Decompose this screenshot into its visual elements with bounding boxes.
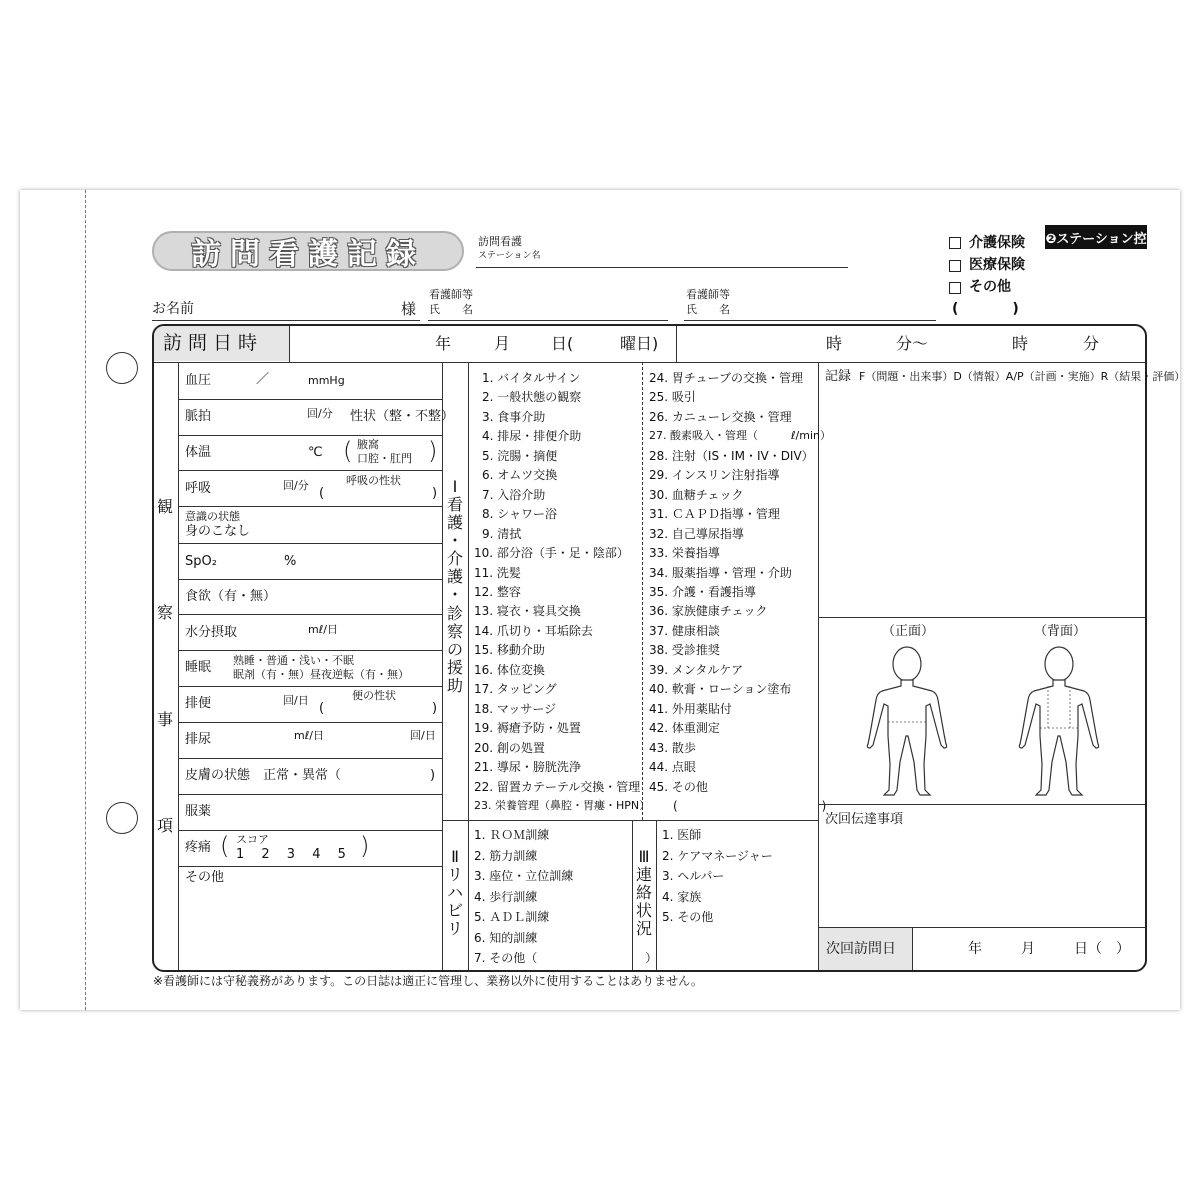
care-item: 28. 注射（IS・IM・IV・DIV） (649, 449, 814, 463)
nurse1-name-line (428, 320, 668, 321)
rehab-section-label: Ⅱ リ ハ ビ リ (446, 847, 463, 939)
care-item: 43. 散歩 (649, 741, 696, 755)
visit-hour-end: 時 (1012, 334, 1029, 353)
form-title-banner (152, 231, 464, 271)
body-front-figure-icon (860, 644, 954, 800)
bp-label: 血圧 (185, 373, 212, 388)
meds-label: 服薬 (185, 804, 212, 819)
visit-weekday: 曜日) (620, 334, 659, 353)
obs-label-2: 察 (157, 603, 174, 622)
urine-unit2: 回/日 (410, 729, 436, 742)
obs-row-line (178, 866, 442, 867)
pulse-quality: 性状（整・不整） (350, 409, 455, 424)
form-title: 訪問看護記録 (191, 237, 425, 272)
care-item: 10. 部分浴（手・足・陰部） (474, 546, 629, 560)
obs-label-4: 項 (157, 816, 174, 835)
temp-site-1: 腋窩 (357, 438, 379, 451)
care-item: 16. 体位変換 (474, 663, 545, 677)
sleep-line-2: 眠剤（有・無）昼夜逆転（有・無） (233, 668, 409, 681)
checkbox-kaigo[interactable] (949, 237, 961, 249)
checkbox-other[interactable] (949, 282, 961, 294)
resp-unit: 回/分 (283, 479, 309, 492)
care-item: 34. 服薬指導・管理・介助 (649, 566, 792, 580)
sleep-label: 睡眠 (185, 660, 212, 675)
contact-item: 2. ケアマネージャー (662, 849, 773, 863)
care-column-divider (642, 362, 643, 820)
nurse2-name-line (684, 320, 936, 321)
obs-row-line (178, 758, 442, 759)
contact-section-label: Ⅲ 連 絡 状 況 (635, 847, 652, 939)
obs-row-line (178, 470, 442, 471)
care-item: 25. 吸引 (649, 390, 696, 404)
visit-minute-start: 分～ (896, 334, 929, 353)
care-item: 4. 排尿・排便介助 (482, 429, 582, 443)
care-label-divider (468, 362, 469, 970)
stool-paren-open: ( (319, 701, 325, 716)
rehab-item: 5. ＡＤＬ訓練 (474, 910, 550, 924)
urine-unit: mℓ/日 (294, 729, 324, 742)
care-item: 11. 洗髪 (474, 566, 521, 580)
care-item: 31. ＣＡＰＤ指導・管理 (649, 507, 780, 521)
next-visit-divider (912, 927, 913, 970)
contact-item: 1. 医師 (662, 828, 702, 842)
pain-paren-open: ( (220, 832, 230, 860)
obs-label-divider (178, 362, 179, 970)
care-item: 12. 整容 (474, 585, 521, 599)
temp-label: 体温 (185, 445, 212, 460)
care-item: 37. 健康相談 (649, 624, 720, 638)
rehab-item: 3. 座位・立位訓練 (474, 869, 574, 883)
station-name-line (476, 267, 848, 268)
care-item: 15. 移動介助 (474, 643, 545, 657)
visit-divider-2 (676, 326, 677, 362)
contact-item: 3. ヘルパー (662, 869, 725, 883)
obs-right-divider (442, 362, 443, 970)
care-item: 42. 体重測定 (649, 721, 720, 735)
visit-month: 月 (494, 334, 511, 353)
care-item: 23. 栄養管理（鼻腔・胃瘻・HPN） (474, 799, 651, 812)
next-notes-label: 次回伝達事項 (825, 812, 904, 827)
spo2-unit: % (284, 554, 297, 569)
nurse1-label-2: 氏 名 (429, 303, 473, 316)
care-item: 14. 爪切り・耳垢除去 (474, 624, 593, 638)
temp-paren-close: ) (428, 437, 438, 465)
stool-label: 排便 (185, 696, 212, 711)
station-copy-badge: ❷ステーション控 (1045, 225, 1147, 249)
visit-divider-1 (289, 326, 290, 362)
care-item: 29. インスリン注射指導 (649, 468, 780, 482)
pain-label: 疼痛 (185, 840, 212, 855)
nurse2-label-1: 看護師等 (686, 288, 730, 301)
station-label-2: ステーション名 (478, 251, 541, 261)
obs-row-line (178, 794, 442, 795)
obs-row-line (178, 722, 442, 723)
care-item: 6. オムツ交換 (482, 468, 558, 482)
care-item: ( ) (673, 799, 827, 813)
care-item: 44. 点眼 (649, 760, 696, 774)
insurance-iryo: 医療保険 (969, 257, 1025, 273)
bp-slash: ／ (256, 372, 270, 387)
temp-unit: ℃ (308, 445, 323, 460)
care-item: 45. その他 (649, 780, 708, 794)
obs-row-line (178, 579, 442, 580)
patient-suffix: 様 (401, 300, 417, 318)
patient-name-line (152, 320, 420, 321)
pain-scale: 1 2 3 4 5 (236, 847, 346, 862)
visit-day: 日( (551, 334, 574, 353)
care-item: 27. 酸素吸入・管理（ ℓ/min） (649, 429, 831, 442)
record-body-divider (818, 617, 1145, 618)
obs-row-line (178, 650, 442, 651)
visit-row-bottom (154, 362, 1145, 363)
care-bottom-line (442, 820, 818, 821)
checkbox-iryo[interactable] (949, 260, 961, 272)
obs-row-line (178, 399, 442, 400)
care-item: 19. 褥瘡予防・処置 (474, 721, 581, 735)
resp-paren-open: ( (319, 486, 325, 501)
bp-unit: mmHg (308, 374, 345, 387)
insurance-other: その他 (969, 279, 1011, 295)
rehab-item: 2. 筋力訓練 (474, 849, 538, 863)
perforation-line (85, 190, 86, 1010)
rehab-item: 4. 歩行訓練 (474, 890, 538, 904)
binder-hole-bottom (106, 802, 138, 834)
binder-hole-top (106, 352, 138, 384)
obs-row-line (178, 543, 442, 544)
visit-minute-end: 分 (1083, 334, 1100, 353)
nurse2-label-2: 氏 名 (686, 303, 730, 316)
care-item: 20. 創の処置 (474, 741, 545, 755)
body-front-label: （正面） (882, 624, 935, 639)
notes-top-line (818, 804, 1145, 805)
water-unit: mℓ/日 (308, 623, 338, 636)
care-item: 2. 一般状態の観察 (482, 390, 582, 404)
care-item: 24. 胃チューブの交換・管理 (649, 371, 803, 385)
care-item: 9. 清拭 (482, 527, 522, 541)
obs-row-line (178, 435, 442, 436)
nurse1-label-1: 看護師等 (429, 288, 473, 301)
skin-paren-close: ) (430, 768, 436, 783)
obs-label-1: 観 (157, 497, 174, 516)
stool-unit: 回/日 (283, 694, 309, 707)
pain-paren-close: ) (360, 832, 370, 860)
care-item: 3. 食事介助 (482, 410, 546, 424)
contact-item: 5. その他 (662, 910, 714, 924)
care-item: 32. 自己導尿指導 (649, 527, 744, 541)
patient-name-label: お名前 (152, 301, 194, 317)
care-section-label: Ⅰ 看 護 ・ 介 護 ・ 診 察 の 援 助 (446, 477, 463, 695)
appetite-label: 食欲（有・無） (185, 589, 277, 604)
temp-paren-open: ( (343, 437, 353, 465)
resp-quality: 呼吸の性状 (346, 474, 401, 487)
care-item: 36. 家族健康チェック (649, 604, 768, 618)
care-item: 41. 外用薬貼付 (649, 702, 732, 716)
care-item: 38. 受診推奨 (649, 643, 720, 657)
next-visit-day: 日（ ） (1074, 941, 1130, 957)
care-item: 33. 栄養指導 (649, 546, 720, 560)
care-item: 26. カニューレ交換・管理 (649, 410, 792, 424)
care-item: 30. 血糖チェック (649, 488, 744, 502)
record-legend: F（問題・出来事）D（情報）A/P（計画・実施）R（結果・評価） (859, 370, 1186, 383)
rehab-item: 6. 知的訓練 (474, 931, 538, 945)
pulse-unit: 回/分 (307, 407, 333, 420)
insurance-kaigo: 介護保険 (969, 235, 1025, 251)
sleep-line-1: 熟睡・普通・浅い・不眠 (233, 654, 354, 667)
consciousness-1: 意識の状態 (185, 510, 240, 523)
stool-quality: 便の性状 (352, 689, 396, 702)
care-item: 13. 寝衣・寝具交換 (474, 604, 581, 618)
insurance-other-paren: ( ) (952, 301, 1022, 317)
contact-label-divider (656, 820, 657, 970)
obs-other-label: その他 (185, 870, 225, 885)
skin-label: 皮膚の状態 正常・異常（ (185, 768, 342, 783)
visit-year: 年 (435, 334, 452, 353)
pulse-label: 脈拍 (185, 409, 212, 424)
care-item: 18. マッサージ (474, 702, 557, 716)
resp-paren-close: ) (432, 486, 438, 501)
record-left-divider (818, 362, 819, 970)
care-item: 1. バイタルサイン (482, 371, 581, 385)
confidentiality-notice: ※看護師には守秘義務があります。この日誌は適正に管理し、業務以外に使用することはありません。 (153, 974, 703, 988)
obs-row-line (178, 506, 442, 507)
care-item: 5. 浣腸・摘便 (482, 449, 558, 463)
care-item: 35. 介護・看護指導 (649, 585, 756, 599)
visit-hour-start: 時 (826, 334, 843, 353)
water-label: 水分摂取 (185, 625, 238, 640)
record-label: 記録 (825, 369, 852, 384)
pain-score-label: スコア (236, 833, 269, 846)
rehab-item: 1. ＲＯＭ訓練 (474, 828, 550, 842)
obs-row-line (178, 830, 442, 831)
care-item: 8. シャワー浴 (482, 507, 558, 521)
care-item: 40. 軟膏・ローション塗布 (649, 682, 792, 696)
obs-label-3: 事 (157, 710, 174, 729)
obs-row-line (178, 686, 442, 687)
stool-paren-close: ) (432, 701, 438, 716)
care-item: 22. 留置カテーテル交換・管理 (474, 780, 641, 794)
body-back-label: （背面） (1034, 624, 1087, 639)
temp-site-2: 口腔・肛門 (357, 452, 412, 465)
rehab-item: 7. その他（ ） (474, 951, 658, 965)
next-visit-label: 次回訪問日 (826, 941, 896, 957)
care-item: 7. 入浴介助 (482, 488, 546, 502)
spo2-label: SpO₂ (185, 554, 217, 569)
next-visit-month: 月 (1021, 941, 1035, 957)
urine-label: 排尿 (185, 732, 212, 747)
resp-label: 呼吸 (185, 481, 212, 496)
obs-row-line (178, 614, 442, 615)
next-visit-year: 年 (968, 941, 982, 957)
care-item: 39. メンタルケア (649, 663, 744, 677)
care-item: 17. タッピング (474, 682, 557, 696)
body-back-figure-icon (1012, 644, 1106, 800)
care-item: 21. 導尿・膀胱洗浄 (474, 760, 581, 774)
consciousness-2: 身のこなし (185, 524, 251, 539)
visit-datetime-label: 訪問日時 (163, 332, 264, 354)
station-label-1: 訪問看護 (478, 235, 522, 248)
contact-item: 4. 家族 (662, 890, 702, 904)
